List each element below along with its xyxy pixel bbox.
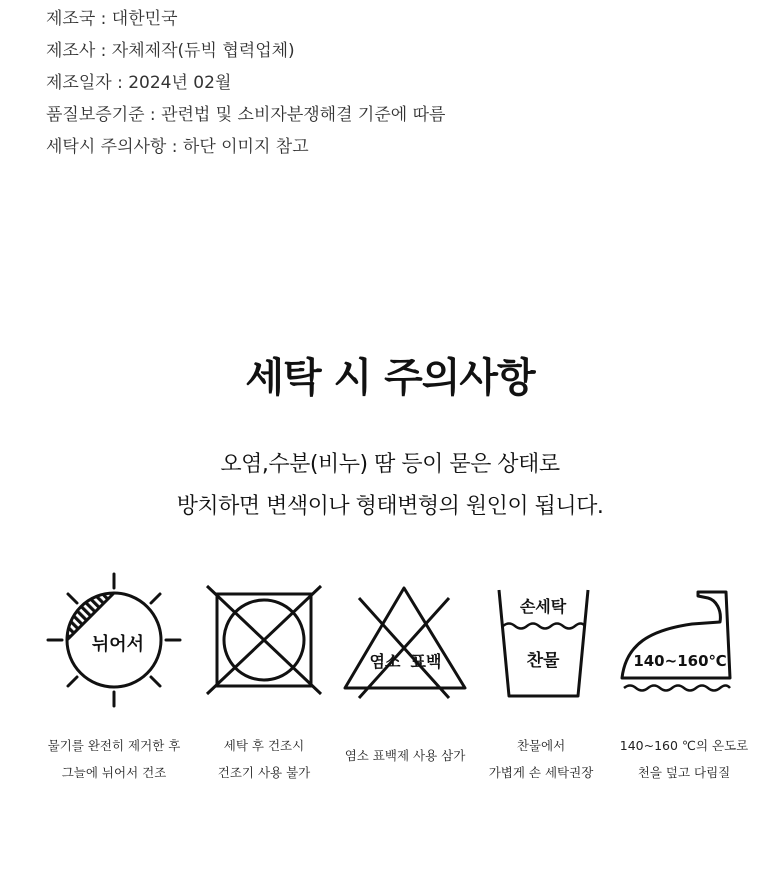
hand-wash-label-top: 손세탁: [519, 597, 567, 616]
info-washing: 세탁시 주의사항 : 하단 이미지 참고: [46, 137, 309, 157]
caption-no-tumble-dry: [184, 732, 344, 786]
info-country: 제조국 : 대한민국: [46, 9, 178, 29]
section-subtitle-line1: 오염,수분(비누) 땀 등이 묻은 상태로: [220, 452, 560, 477]
hand-wash-icon: [461, 570, 621, 710]
caption-line: 천을 덮고 다림질: [637, 765, 731, 780]
hand-wash-label-bottom: 찬물: [526, 651, 560, 671]
iron-temperature-label: 140~160℃: [633, 652, 727, 670]
caption-line: 찬물에서: [516, 738, 566, 753]
caption-line: 물기를 완전히 제거한 후: [47, 738, 181, 753]
info-quality: 품질보증기준 : 관련법 및 소비자분쟁해결 기준에 따름: [46, 105, 446, 125]
caption-iron: [604, 732, 764, 786]
caption-shade-dry: [34, 732, 194, 786]
caption-line: 염소 표백제 사용 삼가: [344, 748, 466, 763]
caption-line: 가볍게 손 세탁권장: [488, 765, 594, 780]
iron-cloth-icon: [604, 570, 764, 710]
caption-line: 140~160 ℃의 온도로: [619, 738, 749, 753]
no-bleach-label-left: 염소: [369, 652, 401, 671]
info-date: 제조일자 : 2024년 02월: [46, 73, 232, 93]
shade-dry-label: 뉘어서: [91, 634, 145, 655]
caption-line: 그늘에 뉘어서 건조: [61, 765, 167, 780]
caption-line: 건조기 사용 불가: [217, 765, 311, 780]
section-title: 세탁 시 주의사항: [245, 355, 535, 401]
section-subtitle-line2: 방치하면 변색이나 형태변형의 원인이 됩니다.: [176, 494, 604, 519]
caption-line: 세탁 후 건조시: [223, 738, 305, 753]
info-manufacturer: 제조사 : 자체제작(듀빅 협력업체): [46, 41, 295, 61]
product-info: [46, 3, 445, 163]
shade-dry-sun-icon: [34, 570, 194, 710]
no-bleach-label-right: 표백: [410, 652, 442, 671]
no-tumble-dry-icon: [184, 570, 344, 710]
caption-hand-wash: [461, 732, 621, 786]
